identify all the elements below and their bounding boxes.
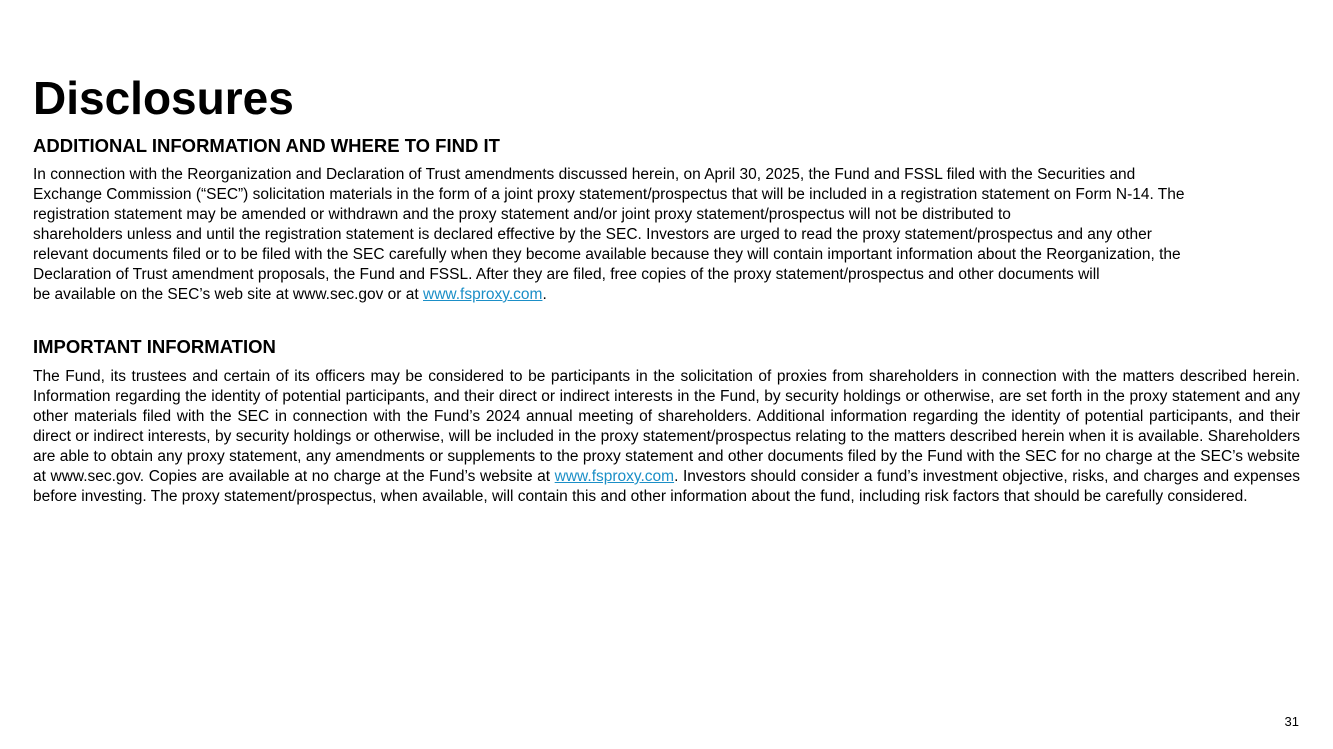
last-line-suffix: . bbox=[542, 286, 547, 303]
additional-information-paragraph bbox=[33, 165, 1283, 305]
paragraph-line: relevant documents filed or to be filed with the SEC carefully when they become available because they will contain important information about the Reorganization, the bbox=[33, 246, 1181, 263]
paragraph-line: Declaration of Trust amendment proposals, the Fund and FSSL. After they are filed, free copies of the proxy statement/prospectus and other documents will bbox=[33, 266, 1100, 283]
last-line-prefix: be available on the SEC’s web site at www.sec.gov or at bbox=[33, 286, 424, 303]
paragraph-line: Exchange Commission (“SEC”) solicitation materials in the form of a joint proxy statement/prospectus that will be included in a registration statement on Form N-14. The bbox=[33, 186, 1185, 203]
page-number: 31 bbox=[1284, 714, 1299, 729]
important-text-after-link: . Investors should consider a fund’s investment objective, risks, and charges and expenses before investing. The proxy statement/prospectus, when available, will contain this and other information about the fund, including risk factors that should be carefully considered. bbox=[33, 468, 1300, 505]
fsproxy-link[interactable]: www.fsproxy.com bbox=[423, 286, 543, 303]
paragraph-line: In connection with the Reorganization and Declaration of Trust amendments discussed herein, on April 30, 2025, the Fund and FSSL filed with the Securities and bbox=[33, 166, 1136, 183]
page-title: Disclosures bbox=[33, 72, 294, 124]
section-heading-important-information: IMPORTANT INFORMATION bbox=[33, 336, 276, 357]
section-heading-additional-information: ADDITIONAL INFORMATION AND WHERE TO FIND IT bbox=[33, 135, 500, 156]
paragraph-last-line bbox=[33, 285, 1283, 305]
paragraph-line: registration statement may be amended or withdrawn and the proxy statement and/or joint proxy statement/prospectus will not be distributed to bbox=[33, 206, 1011, 223]
important-information-paragraph bbox=[33, 367, 1300, 507]
paragraph-line: shareholders unless and until the registration statement is declared effective by the SEC. Investors are urged to read the proxy statement/prospectus and any other bbox=[33, 226, 1152, 243]
important-text-before-link: The Fund, its trustees and certain of its officers may be considered to be participants in the solicitation of proxies from shareholders in connection with the matters described herein. Information regarding the identity of potential participants, and their direct or indirect interests in the Fund, by security holdings or otherwise, are set forth in the proxy statement and any other materials filed with the SEC in connection with the Fund’s 2024 annual meeting of shareholders. Additional information regarding the identity of potential participants, and their direct or indirect interests, by security holdings or otherwise, will be included in the proxy statement/prospectus relating to the matters described herein when it is available. Shareholders are able to obtain any proxy statement, any amendments or supplements to the proxy statement and other documents filed by the Fund with the SEC for no charge at the SEC’s website at www.sec.gov. Copies are available at no charge at the Fund’s website at bbox=[33, 368, 1300, 485]
fsproxy-link[interactable]: www.fsproxy.com bbox=[554, 468, 675, 485]
